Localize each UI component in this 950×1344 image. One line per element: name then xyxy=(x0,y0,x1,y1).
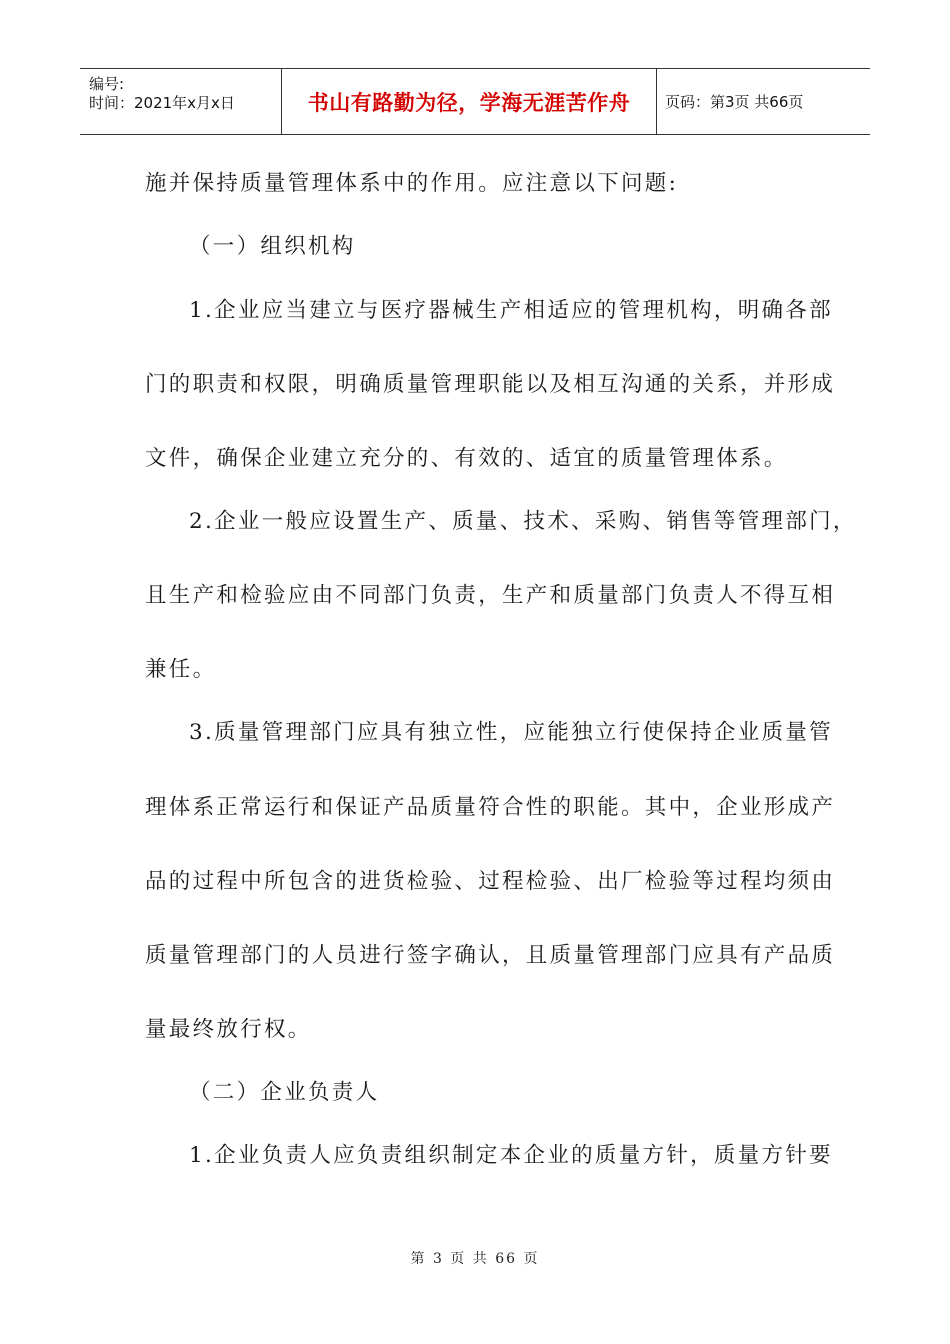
paragraph-line: 文件，确保企业建立充分的、有效的、适宜的质量管理体系。 xyxy=(145,446,788,471)
paragraph-line: 1.企业负责人应负责组织制定本企业的质量方针，质量方针要 xyxy=(189,1143,833,1168)
paragraph-line: 2.企业一般应设置生产、质量、技术、采购、销售等管理部门， xyxy=(189,509,857,534)
header-page-info: 页码：第3页 共66页 xyxy=(665,93,804,111)
paragraph-line: 3.质量管理部门应具有独立性，应能独立行使保持企业质量管 xyxy=(189,720,833,745)
header-meta-cell xyxy=(80,69,282,134)
page-header xyxy=(80,68,870,135)
section-heading: （二）企业负责人 xyxy=(189,1080,380,1105)
document-number-label: 编号: xyxy=(89,75,125,93)
paragraph-line: 理体系正常运行和保证产品质量符合性的职能。其中，企业形成产 xyxy=(145,795,836,820)
paragraph-line: 门的职责和权限，明确质量管理职能以及相互沟通的关系，并形成 xyxy=(145,372,836,397)
paragraph-line: 兼任。 xyxy=(145,657,217,682)
page-footer: 第 3 页 共 66 页 xyxy=(410,1251,540,1267)
document-date-label: 时间：2021年x月x日 xyxy=(89,94,235,112)
paragraph-line: 1.企业应当建立与医疗器械生产相适应的管理机构，明确各部 xyxy=(189,298,833,323)
paragraph-line: 品的过程中所包含的进货检验、过程检验、出厂检验等过程均须由 xyxy=(145,869,836,894)
header-motto: 书山有路勤为径，学海无涯苦作舟 xyxy=(307,90,631,115)
header-motto-cell xyxy=(282,69,657,134)
section-heading: （一）组织机构 xyxy=(189,234,356,259)
paragraph-line: 质量管理部门的人员进行签字确认，且质量管理部门应具有产品质 xyxy=(145,943,836,968)
paragraph-line: 量最终放行权。 xyxy=(145,1017,312,1042)
paragraph-line: 且生产和检验应由不同部门负责，生产和质量部门负责人不得互相 xyxy=(145,583,836,608)
paragraph-line: 施并保持质量管理体系中的作用。应注意以下问题: xyxy=(145,171,679,196)
header-page-cell xyxy=(657,69,870,134)
